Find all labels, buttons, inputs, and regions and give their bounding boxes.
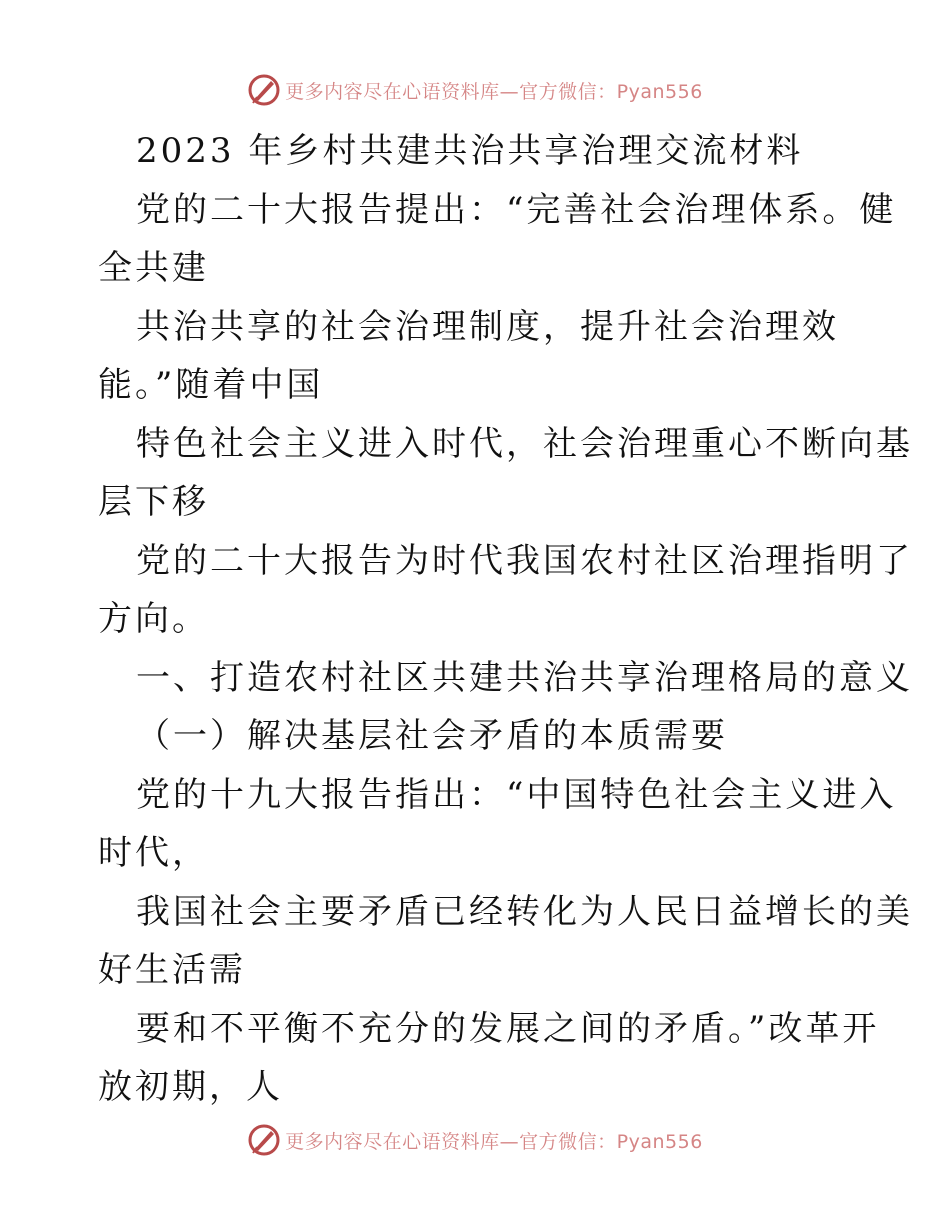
text-line: 层下移	[98, 482, 209, 522]
text-line: 方向。	[98, 599, 209, 639]
watermark-text: 更多内容尽在心语资料库—官方微信：Pyan556	[285, 80, 703, 103]
text-line: 我国社会主要矛盾已经转化为人民日益增长的美	[136, 891, 913, 932]
text-line: 好生活需	[98, 950, 246, 990]
text-line: 党的二十大报告为时代我国农村社区治理指明了	[136, 540, 913, 581]
quill-logo-icon	[247, 1123, 281, 1157]
text-line: 2023 年乡村共建共治共享治理交流材料	[136, 131, 804, 171]
footer-watermark	[0, 1120, 950, 1160]
text-line: 一、打造农村社区共建共治共享治理格局的意义	[136, 657, 913, 698]
text-line: 特色社会主义进入时代，社会治理重心不断向基	[136, 423, 913, 464]
watermark-text: 更多内容尽在心语资料库—官方微信：Pyan556	[285, 1130, 703, 1153]
text-line: 共治共享的社会治理制度，提升社会治理效	[136, 306, 839, 347]
text-line: 党的二十大报告提出：“完善社会治理体系。健	[136, 189, 897, 230]
text-line: 全共建	[98, 248, 209, 288]
text-line: 放初期，人	[98, 1067, 283, 1107]
text-line: 能。”随着中国	[98, 365, 324, 405]
text-line: （一）解决基层社会矛盾的本质需要	[136, 716, 728, 756]
quill-logo-icon	[247, 73, 281, 107]
text-line: 时代，	[98, 833, 209, 873]
text-line: 要和不平衡不充分的发展之间的矛盾。”改革开	[136, 1008, 880, 1049]
header-watermark	[0, 70, 950, 110]
document-body	[98, 122, 913, 1117]
text-line: 党的十九大报告指出：“中国特色社会主义进入	[136, 774, 897, 815]
